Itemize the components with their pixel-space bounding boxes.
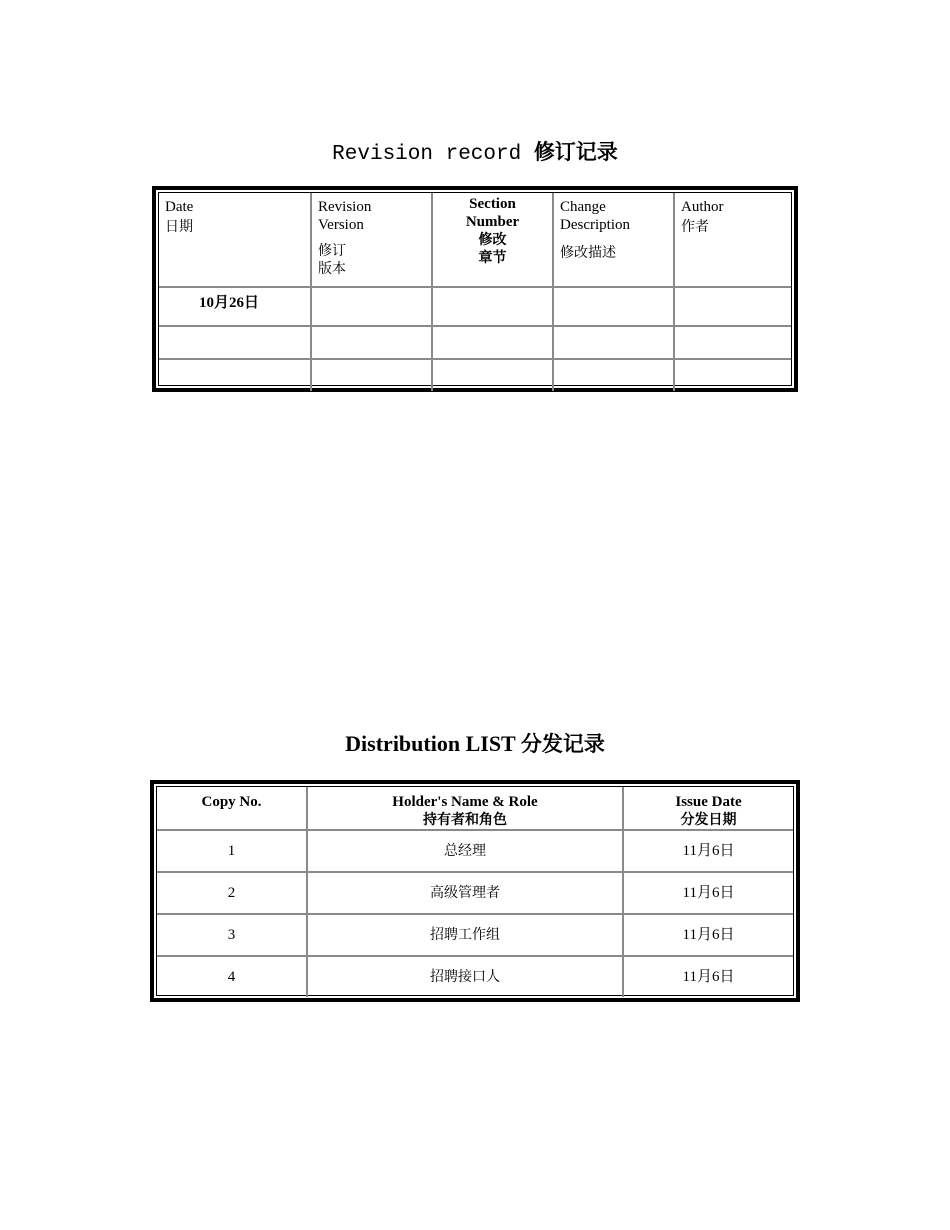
header-holder-en: Holder's Name & Role: [392, 794, 538, 810]
header-version-cn-1: 修订: [318, 243, 346, 259]
header-version-cn-2: 版本: [318, 261, 346, 277]
revision-cell-version: [311, 326, 432, 359]
distribution-cell-date: 11月6日: [623, 956, 793, 997]
revision-record-table: [152, 186, 798, 392]
header-version: [311, 193, 432, 287]
header-holder-cn: 持有者和角色: [423, 812, 507, 828]
revision-cell-author: [674, 359, 791, 391]
distribution-cell-copy: 1: [157, 830, 307, 872]
table-row: [159, 359, 791, 391]
distribution-cell-copy: 4: [157, 956, 307, 997]
distribution-cell-copy: 3: [157, 914, 307, 956]
revision-cell-author: [674, 287, 791, 326]
revision-cell-section: [432, 287, 553, 326]
distribution-title-latin: Distribution LIST: [345, 731, 516, 756]
header-date-en: Date: [165, 199, 194, 215]
header-date: [159, 193, 311, 287]
header-change-cn: 修改描述: [560, 245, 616, 261]
revision-title-latin: Revision record: [332, 143, 522, 166]
revision-cell-version: [311, 287, 432, 326]
distribution-cell-holder: 招聘接口人: [307, 956, 623, 997]
revision-cell-section: [432, 326, 553, 359]
header-section-cn-1: 修改: [478, 232, 507, 248]
distribution-cell-copy: 2: [157, 872, 307, 914]
distribution-list-title: [0, 728, 950, 758]
table-row: [157, 914, 793, 956]
table-row: [157, 956, 793, 997]
distribution-cell-holder: 总经理: [307, 830, 623, 872]
header-holder: [307, 787, 623, 830]
distribution-title-cjk: 分发记录: [520, 732, 605, 756]
distribution-cell-date: 11月6日: [623, 872, 793, 914]
distribution-list-table: [150, 780, 800, 1002]
header-change: [553, 193, 674, 287]
distribution-cell-holder: 高级管理者: [307, 872, 623, 914]
revision-cell-date: 10月26日: [159, 287, 311, 326]
header-copy-no-en: Copy No.: [201, 794, 262, 810]
header-section: [432, 193, 553, 287]
header-section-en: Section Number: [465, 196, 520, 230]
header-issue-date-cn: 分发日期: [680, 812, 737, 828]
revision-title-cjk: 修订记录: [533, 140, 618, 164]
header-section-cn-2: 章节: [478, 250, 507, 266]
revision-cell-author: [674, 326, 791, 359]
revision-cell-change: [553, 359, 674, 391]
revision-cell-version: [311, 359, 432, 391]
distribution-cell-date: 11月6日: [623, 914, 793, 956]
revision-cell-change: [553, 326, 674, 359]
revision-cell-section: [432, 359, 553, 391]
revision-header-row: [159, 193, 791, 287]
header-date-cn: 日期: [165, 219, 193, 235]
distribution-cell-holder: 招聘工作组: [307, 914, 623, 956]
header-change-en: Change Description: [560, 199, 630, 233]
revision-cell-date: [159, 359, 311, 391]
header-author-en: Author: [681, 199, 724, 215]
table-row: [157, 872, 793, 914]
revision-cell-date: [159, 326, 311, 359]
header-author: [674, 193, 791, 287]
header-issue-date: [623, 787, 793, 830]
table-row: [159, 326, 791, 359]
table-row: [159, 287, 791, 326]
header-issue-date-en: Issue Date: [675, 794, 742, 810]
table-row: [157, 830, 793, 872]
header-author-cn: 作者: [681, 219, 709, 235]
header-copy-no: [157, 787, 307, 830]
revision-record-title: [0, 136, 950, 166]
revision-cell-change: [553, 287, 674, 326]
distribution-header-row: [157, 787, 793, 830]
distribution-cell-date: 11月6日: [623, 830, 793, 872]
header-version-en: Revision Version: [318, 199, 372, 233]
